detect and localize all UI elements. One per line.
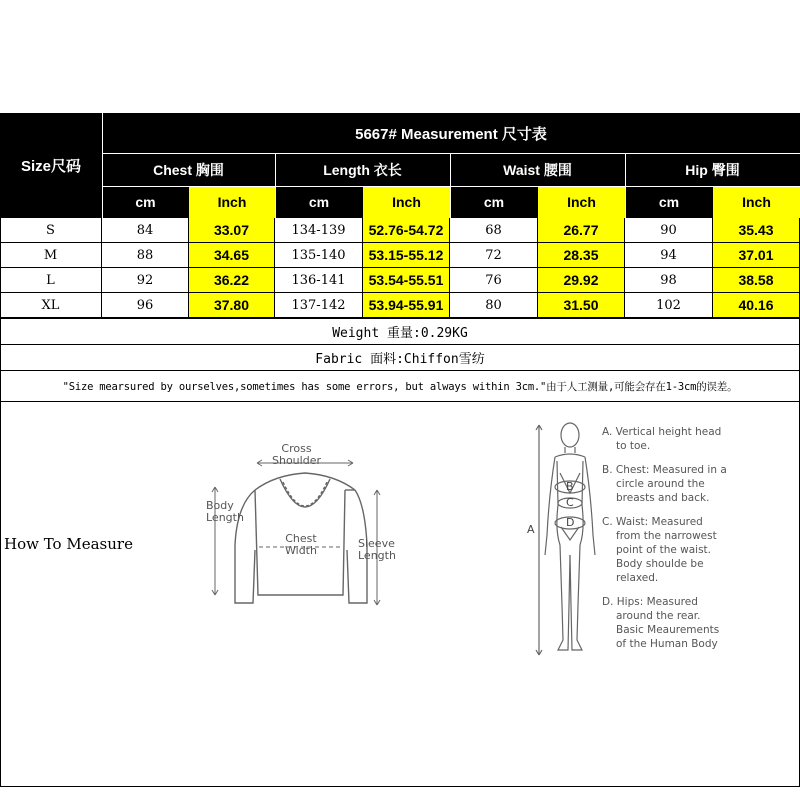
- cell-waist-cm: 80: [450, 293, 538, 318]
- cell-waist-in: 28.35: [538, 243, 625, 268]
- group-header-length: Length 衣长: [275, 153, 450, 186]
- cell-chest-in: 34.65: [189, 243, 275, 268]
- cell-size: S: [0, 218, 102, 243]
- cell-length-in: 52.76-54.72: [363, 218, 450, 243]
- group-header-hip: Hip 臀围: [625, 153, 800, 186]
- cell-length-in: 53.54-55.51: [363, 268, 450, 293]
- cell-hip-cm: 94: [625, 243, 713, 268]
- instruction-a: A. Vertical height head to toe.: [602, 426, 722, 452]
- cell-chest-cm: 88: [102, 243, 189, 268]
- cell-waist-cm: 72: [450, 243, 538, 268]
- unit-inch-hip: Inch: [713, 186, 800, 218]
- table-title: 5667# Measurement 尺寸表: [102, 113, 800, 153]
- cell-length-in: 53.94-55.91: [363, 293, 450, 318]
- unit-cm-length: cm: [275, 186, 363, 218]
- body-letter-c: C: [566, 496, 574, 509]
- unit-inch-chest: Inch: [189, 186, 275, 218]
- note-row: "Size mearsured by ourselves,sometimes has some errors, but always within 3cm."由于人工测量,可能会存在1-3cm的误差。: [0, 370, 800, 402]
- cell-size: M: [0, 243, 102, 268]
- fabric-row: Fabric 面料:Chiffon雪纺: [0, 344, 800, 370]
- body-diagram: [525, 415, 605, 665]
- cell-length-cm: 137-142: [275, 293, 363, 318]
- unit-cm-chest: cm: [102, 186, 189, 218]
- body-letter-d: D: [566, 516, 575, 529]
- group-header-waist: Waist 腰围: [450, 153, 625, 186]
- chest-width-label: Chest Width: [285, 532, 317, 557]
- body-letter-b: B: [566, 480, 574, 493]
- body-letter-a: A: [527, 523, 535, 536]
- body-length-label: Body Length: [206, 499, 244, 524]
- cell-chest-in: 33.07: [189, 218, 275, 243]
- cell-waist-cm: 76: [450, 268, 538, 293]
- cell-hip-in: 35.43: [713, 218, 800, 243]
- unit-cm-waist: cm: [450, 186, 538, 218]
- cell-length-in: 53.15-55.12: [363, 243, 450, 268]
- unit-cm-hip: cm: [625, 186, 713, 218]
- weight-row: Weight 重量:0.29KG: [0, 318, 800, 344]
- cell-hip-in: 37.01: [713, 243, 800, 268]
- cell-waist-in: 29.92: [538, 268, 625, 293]
- unit-inch-length: Inch: [363, 186, 450, 218]
- cell-hip-cm: 98: [625, 268, 713, 293]
- cell-waist-in: 26.77: [538, 218, 625, 243]
- cell-size: L: [0, 268, 102, 293]
- cell-chest-cm: 96: [102, 293, 189, 318]
- cell-chest-cm: 84: [102, 218, 189, 243]
- cell-hip-cm: 102: [625, 293, 713, 318]
- cell-waist-cm: 68: [450, 218, 538, 243]
- cell-hip-in: 38.58: [713, 268, 800, 293]
- cell-length-cm: 134-139: [275, 218, 363, 243]
- cell-size: XL: [0, 293, 102, 318]
- cell-waist-in: 31.50: [538, 293, 625, 318]
- unit-inch-waist: Inch: [538, 186, 625, 218]
- cell-length-cm: 136-141: [275, 268, 363, 293]
- cell-chest-in: 36.22: [189, 268, 275, 293]
- group-header-chest: Chest 胸围: [102, 153, 275, 186]
- size-header: Size尺码: [0, 113, 102, 218]
- cell-hip-in: 40.16: [713, 293, 800, 318]
- cross-shoulder-label: Cross Shoulder: [272, 442, 321, 467]
- instruction-d: D. Hips: Measured around the rear. Basic Meaurements of the Human Body: [602, 596, 720, 650]
- how-to-measure-label: How To Measure: [4, 535, 133, 553]
- cell-length-cm: 135-140: [275, 243, 363, 268]
- instruction-b: B. Chest: Measured in a circle around the breasts and back.: [602, 464, 727, 504]
- cell-hip-cm: 90: [625, 218, 713, 243]
- cell-chest-cm: 92: [102, 268, 189, 293]
- sleeve-length-label: Sleeve Length: [358, 537, 396, 562]
- instruction-c: C. Waist: Measured from the narrowest point of the waist. Body shoulde be relaxed.: [602, 516, 717, 584]
- cell-chest-in: 37.80: [189, 293, 275, 318]
- measure-instructions: [602, 425, 792, 651]
